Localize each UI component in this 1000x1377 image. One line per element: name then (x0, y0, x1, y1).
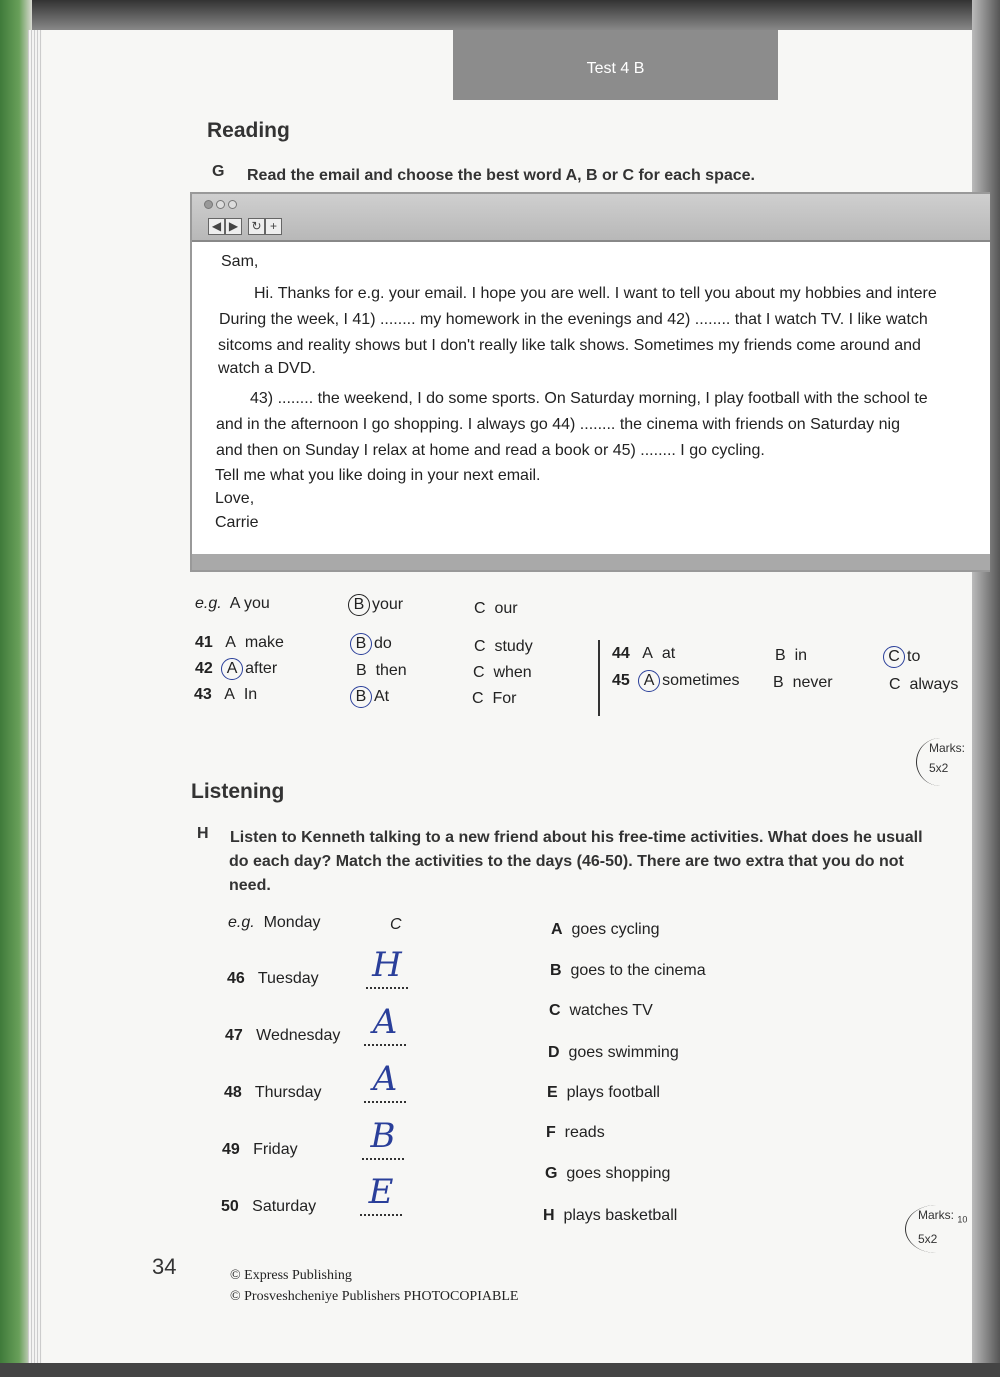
option-c[interactable]: C our (474, 600, 518, 617)
task-letter-h: H (197, 825, 209, 842)
question-row: e.g. A you (195, 595, 270, 612)
listening-heading: Listening (191, 780, 285, 803)
day-row: 46 Tuesday (227, 970, 319, 987)
activity-item: A goes cycling (551, 921, 660, 938)
scan-bottom-edge (0, 1363, 1000, 1377)
divider (598, 640, 600, 716)
listening-instruction: need. (229, 877, 271, 894)
window-dot-icon (204, 200, 213, 209)
option-b[interactable]: B your (353, 594, 403, 616)
circled-choice: A (638, 670, 660, 692)
refresh-icon: ↻ (248, 218, 265, 235)
email-line: sitcoms and reality shows but I don't really like talk shows. Sometimes my friends come around and (218, 337, 921, 354)
email-line: Sam, (221, 253, 259, 270)
handwritten-answer: A (372, 1059, 398, 1099)
option-b[interactable]: B in (775, 647, 808, 664)
listening-instruction: Listen to Kenneth talking to a new friend about his free-time activities. What does he usuall (230, 829, 923, 846)
option-a[interactable]: In (243, 686, 258, 703)
option-a[interactable]: sometimes (662, 672, 740, 689)
example-answer: C (390, 916, 402, 933)
email-toolbar (192, 194, 990, 242)
activity-item: C watches TV (549, 1002, 653, 1019)
answer-blank[interactable] (364, 1002, 406, 1046)
activity-item: E plays football (547, 1084, 660, 1101)
activity-item: G goes shopping (545, 1165, 671, 1182)
activity-item: F reads (546, 1124, 605, 1141)
question-row: 43 A In (194, 686, 258, 703)
email-line: Tell me what you like doing in your next email. (215, 467, 541, 484)
email-window (190, 192, 990, 572)
activity-item: D goes swimming (548, 1044, 679, 1061)
email-line: Hi. Thanks for e.g. your email. I hope you are well. I want to tell you about my hobbies and intere (254, 285, 937, 302)
page-number: 34 (152, 1254, 177, 1279)
scan-top-edge (0, 0, 1000, 30)
answer-blank[interactable] (362, 1116, 404, 1160)
reading-marks: Marks: 5x2 (916, 738, 965, 786)
option-b[interactable]: B then (356, 662, 407, 679)
email-line: Love, (215, 490, 255, 507)
listening-instruction: do each day? Match the activities to the days (46-50). There are two extra that you do not (229, 853, 904, 870)
circled-choice: C (883, 646, 905, 668)
question-row: 44 A at (612, 645, 676, 662)
email-line: During the week, I 41) ........ my homework in the evenings and 42) ........ that I watch TV. I like watch (219, 311, 928, 328)
question-row: 45 A sometimes (612, 670, 740, 692)
day-row: e.g. Monday (228, 914, 321, 931)
handwritten-answer: A (372, 1002, 398, 1042)
window-dot-icon (228, 200, 237, 209)
reading-heading: Reading (207, 119, 290, 142)
window-dot-icon (216, 200, 225, 209)
answer-blank[interactable] (360, 1172, 402, 1216)
option-a[interactable]: make (244, 634, 284, 651)
activity-item: H plays basketball (543, 1207, 678, 1224)
circled-choice: B (350, 633, 372, 655)
option-a[interactable]: after (245, 660, 278, 677)
option-c[interactable]: C when (473, 664, 532, 681)
handwritten-answer: H (372, 945, 402, 985)
email-line: and then on Sunday I relax at home and read a book or 45) ........ I go cycling. (216, 442, 765, 459)
option-a[interactable]: you (243, 595, 270, 612)
copyright-line: © Prosveshcheniye Publishers PHOTOCOPIABLE (230, 1289, 519, 1304)
page-stack-edges (28, 30, 42, 1365)
option-a[interactable]: at (661, 645, 676, 662)
add-icon: + (265, 218, 282, 235)
day-row: 48 Thursday (224, 1084, 322, 1101)
option-c[interactable]: C study (474, 638, 533, 655)
listening-marks: Marks: $_{10}$ 5x2 (905, 1205, 967, 1253)
question-row: 42 A after (195, 658, 277, 680)
email-line: and in the afternoon I go shopping. I always go 44) ........ the cinema with friends on Saturday nig (216, 416, 900, 433)
email-line: watch a DVD. (218, 360, 316, 377)
option-c[interactable]: C For (472, 690, 517, 707)
handwritten-answer: E (368, 1172, 394, 1212)
reading-instruction: Read the email and choose the best word A, B or C for each space. (247, 167, 755, 184)
handwritten-answer: B (370, 1116, 396, 1156)
option-b[interactable]: B At (355, 686, 389, 708)
day-row: 50 Saturday (221, 1198, 317, 1215)
day-row: 47 Wednesday (225, 1027, 341, 1044)
circled-choice: B (348, 594, 370, 616)
email-line: 43) ........ the weekend, I do some sports. On Saturday morning, I play football with the school te (250, 390, 928, 407)
option-b[interactable]: B never (773, 674, 833, 691)
circled-choice: B (350, 686, 372, 708)
option-c[interactable]: C to (888, 646, 920, 668)
test-label: Test 4 B (453, 30, 778, 100)
answer-blank[interactable] (366, 945, 408, 989)
day-row: 49 Friday (222, 1141, 298, 1158)
email-line: Carrie (215, 514, 259, 531)
question-row: 41 A make (195, 634, 284, 651)
question-number: e.g. (195, 595, 222, 612)
task-letter-g: G (212, 163, 225, 180)
activity-item: B goes to the cinema (550, 962, 706, 979)
forward-icon: ▶ (225, 218, 242, 235)
option-c[interactable]: C always (889, 676, 959, 693)
back-icon: ◀ (208, 218, 225, 235)
email-bottom-bar (192, 554, 990, 570)
answer-blank[interactable] (364, 1059, 406, 1103)
circled-choice: A (221, 658, 243, 680)
copyright-line: © Express Publishing (230, 1268, 352, 1283)
option-b[interactable]: B do (355, 633, 392, 655)
